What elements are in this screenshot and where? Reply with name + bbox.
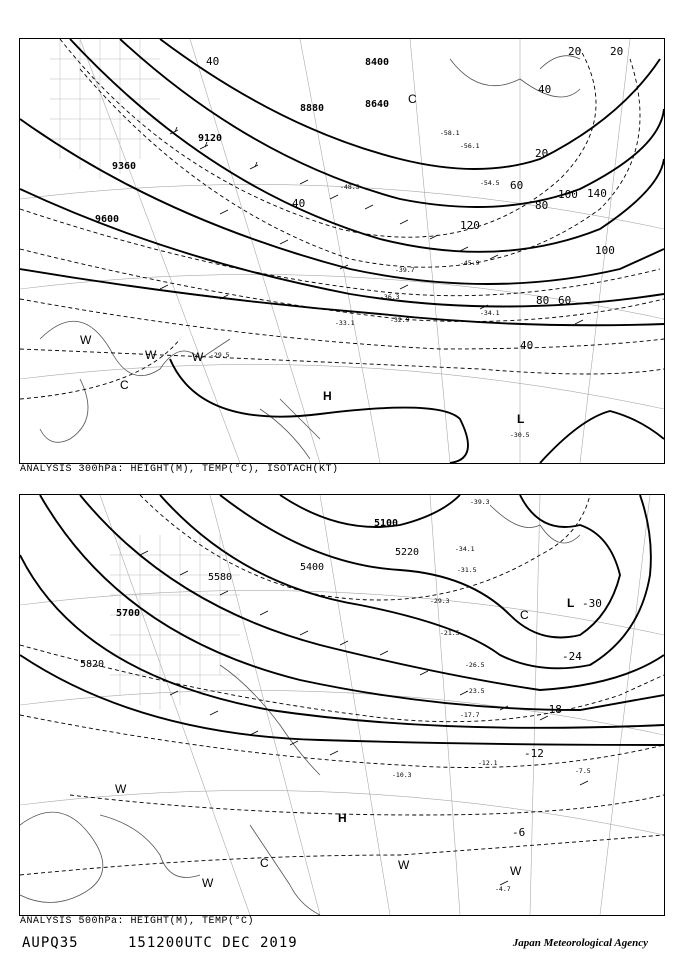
- temperature-value: -12.1: [478, 759, 498, 767]
- isotach-label: 20: [568, 45, 582, 58]
- warm-center-label: W: [398, 858, 410, 872]
- isotach-label: 40: [538, 83, 552, 96]
- high-center-label: H: [338, 811, 347, 825]
- temperature-value: -4.7: [495, 885, 511, 893]
- height-label-8880: 8880: [300, 103, 325, 114]
- cold-center-label: C: [520, 608, 529, 622]
- isotach-label: 100: [595, 244, 615, 257]
- height-contours: [20, 495, 664, 745]
- isotach-label: 20: [535, 147, 549, 160]
- temperature-value: -29.3: [430, 597, 450, 605]
- height-label-9120: 9120: [198, 133, 223, 144]
- isotherm-label: -24: [562, 650, 582, 663]
- isotach-label: 40: [292, 197, 306, 210]
- temperature-value: -56.1: [460, 142, 480, 150]
- map-500hpa-canvas: [20, 495, 664, 915]
- isotherm-labels: [512, 597, 602, 839]
- warm-center-label: W: [510, 864, 522, 878]
- height-label-5220: 5220: [395, 547, 420, 558]
- isotherm-label: -12: [524, 747, 544, 760]
- temperature-value: -34.1: [455, 545, 475, 553]
- height-label-5820: 5820: [80, 659, 105, 670]
- height-label-9600: 9600: [95, 214, 120, 225]
- isotach-label: 100: [558, 188, 578, 201]
- temperature-value: -21.5: [440, 629, 460, 637]
- temperature-value: -17.7: [460, 711, 480, 719]
- temperature-value: -23.5: [465, 687, 485, 695]
- warm-center-label: W: [202, 876, 214, 890]
- height-labels: [95, 57, 389, 225]
- temperature-value: -36.3: [380, 293, 400, 301]
- temperature-value: -31.5: [457, 566, 477, 574]
- map-panel-300hpa: [19, 38, 665, 464]
- temperature-value: -48.5: [340, 183, 360, 191]
- cold-center-label: C: [260, 856, 269, 870]
- agency-name: Japan Meteorological Agency: [512, 937, 648, 949]
- isotach-label: 20: [610, 45, 624, 58]
- height-label-5700: 5700: [116, 608, 141, 619]
- chart-id: AUPQ35: [22, 935, 79, 951]
- height-label-5400: 5400: [300, 562, 325, 573]
- isotach-label: 40: [206, 55, 220, 68]
- temperature-value: -45.9: [460, 259, 480, 267]
- isotherm-label: -6: [512, 826, 526, 839]
- temperature-value: -32.9: [390, 316, 410, 324]
- height-contours: [20, 39, 664, 463]
- height-label-9360: 9360: [112, 161, 137, 172]
- pressure-centers: [115, 596, 574, 890]
- warm-center-label: W: [192, 350, 204, 364]
- valid-time: 151200UTC DEC 2019: [128, 935, 298, 951]
- warm-center-label: W: [80, 333, 92, 347]
- isotherm-label: -30: [582, 597, 602, 610]
- isotach-label: 80: [535, 199, 549, 212]
- temperature-value: -7.5: [575, 767, 591, 775]
- isotach-label: 80: [536, 294, 550, 307]
- isotach-label: 140: [587, 187, 607, 200]
- warm-center-label: W: [115, 782, 127, 796]
- cold-center-label: C: [408, 92, 417, 106]
- high-center-label: H: [323, 389, 332, 403]
- height-label-5580: 5580: [208, 572, 233, 583]
- wind-barbs: [160, 127, 583, 324]
- low-center-label: L: [567, 596, 575, 610]
- temperature-value: -58.1: [440, 129, 460, 137]
- caption-500hpa: ANALYSIS 500hPa: HEIGHT(M), TEMP(°C): [20, 916, 255, 927]
- temperature-value: -39.7: [395, 266, 415, 274]
- warm-center-label: W: [145, 348, 157, 362]
- temperature-value: -33.1: [335, 319, 355, 327]
- temperature-value: -10.3: [392, 771, 412, 779]
- temperature-samples: [392, 498, 591, 893]
- temperature-value: -30.5: [510, 431, 530, 439]
- isotherm-label: -18: [542, 703, 562, 716]
- height-label-5100: 5100: [374, 518, 399, 529]
- height-label-8400: 8400: [365, 57, 390, 68]
- isotach-label: 60: [558, 294, 572, 307]
- graticule: [20, 495, 664, 915]
- map-panel-500hpa: [19, 494, 665, 916]
- pressure-centers: [80, 92, 524, 426]
- graticule: [20, 39, 664, 463]
- temperature-value: -26.5: [465, 661, 485, 669]
- caption-300hpa: ANALYSIS 300hPa: HEIGHT(M), TEMP(°C), ISOTACH(KT): [20, 464, 339, 475]
- map-300hpa-canvas: [20, 39, 664, 463]
- temperature-value: -54.5: [480, 179, 500, 187]
- cold-center-label: C: [120, 378, 129, 392]
- temperature-value: -29.5: [210, 351, 230, 359]
- height-label-8640: 8640: [365, 99, 390, 110]
- isotach-label: 120: [460, 219, 480, 232]
- isotach-label: 60: [510, 179, 524, 192]
- temperature-value: -34.1: [480, 309, 500, 317]
- temperature-value: -39.3: [470, 498, 490, 506]
- low-center-label: L: [517, 412, 525, 426]
- isotach-label: 40: [520, 339, 534, 352]
